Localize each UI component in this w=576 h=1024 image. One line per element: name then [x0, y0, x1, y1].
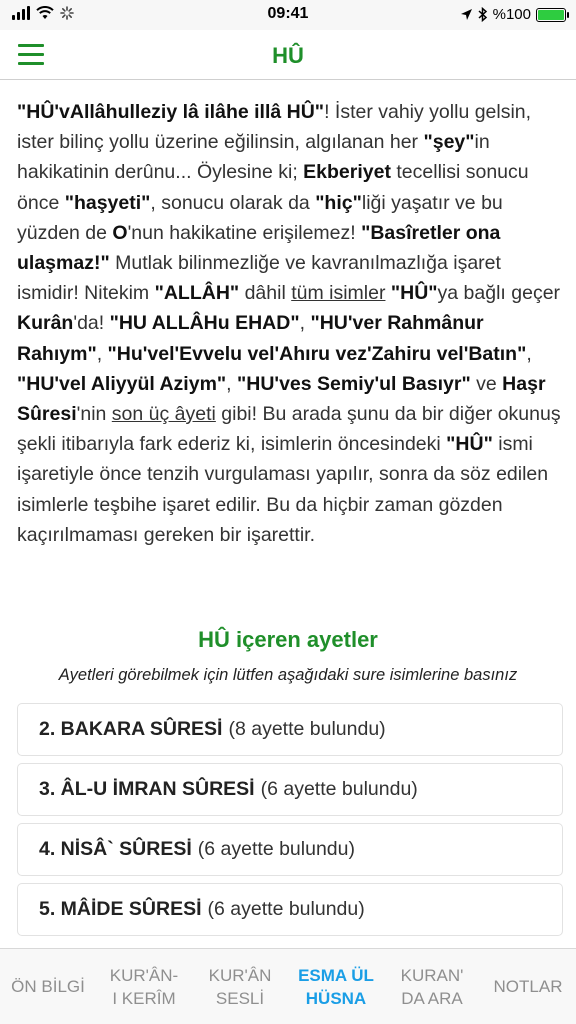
tab-label: KURAN' — [400, 965, 464, 985]
text: gibi! Bu arada şunu da bir diğer okunuş şekli itibarıyla fark ederiz ki, isimlerin öncesindeki — [17, 403, 561, 456]
tab-label: KUR'ÂN — [208, 965, 272, 985]
text-bold: "şey" — [423, 131, 475, 154]
text: , — [226, 372, 238, 395]
text-bold: Ekberiyet — [303, 161, 391, 184]
text: , — [526, 342, 532, 365]
location-icon — [460, 8, 473, 21]
tab-kuran-sesli[interactable] — [192, 949, 288, 1024]
text-bold: "HU'ver Rahmânur Rahıym" — [17, 312, 484, 365]
text-bold: "Basîretler ona ulaşmaz!" — [17, 221, 501, 275]
text-bold: "HÛ" — [390, 282, 438, 305]
text-bold: "HU ALLÂHu EHAD" — [109, 312, 300, 335]
tab-label: I KERÎM — [112, 988, 176, 1008]
status-bar — [0, 0, 576, 30]
bluetooth-icon — [478, 7, 488, 22]
app-header — [0, 30, 576, 80]
text: Mutlak bilinmezliğe ve kavranılmazlığa işaret ismidir! Nitekim — [17, 252, 501, 305]
text: , sonucu olarak da — [150, 191, 316, 214]
bottom-tab-bar — [0, 948, 576, 1024]
sura-list — [17, 703, 563, 943]
tab-label: HÜSNA — [305, 988, 367, 1008]
sura-count: (6 ayette bulundu) — [260, 778, 418, 800]
sura-item[interactable] — [17, 823, 563, 876]
text-bold: "HU'ves Semiy'ul Basıyr" — [237, 372, 471, 395]
battery-fill — [538, 10, 564, 20]
status-right — [460, 6, 566, 23]
text: dâhil — [239, 282, 292, 305]
tab-kuranda-ara[interactable] — [384, 949, 480, 1024]
text: tecellisi sonucu önce — [17, 161, 529, 214]
tab-label: SESLİ — [215, 988, 265, 1008]
text-bold: Kurân — [17, 312, 74, 335]
son-uc-ayeti-link[interactable]: son üç âyeti — [111, 403, 216, 426]
text-bold: Haşr Sûresi — [17, 372, 546, 426]
tab-label: DA ARA — [401, 988, 463, 1008]
text: , — [96, 342, 108, 365]
text-bold: "Hu'vel'Evvelu vel'Ahıru vez'Zahiru vel'Batın" — [107, 342, 527, 365]
sura-count: (8 ayette bulundu) — [228, 718, 386, 740]
sura-item[interactable] — [17, 703, 563, 756]
main-content[interactable] — [0, 80, 576, 948]
sura-name: 4. NİSÂ` SÛRESİ — [39, 838, 192, 860]
sura-name: 2. BAKARA SÛRESİ — [39, 718, 223, 740]
sura-count: (6 ayette bulundu) — [207, 898, 365, 920]
text: ve — [470, 372, 503, 395]
text: 'nin — [76, 403, 112, 426]
text: , — [299, 312, 311, 335]
text-bold: "hiç" — [315, 191, 362, 214]
tab-esma-ul-husna[interactable] — [288, 949, 384, 1024]
tab-label: KUR'ÂN- — [109, 965, 179, 985]
text-bold: O — [112, 221, 128, 244]
text-bold: "ALLÂH" — [154, 282, 240, 305]
description-paragraph — [17, 97, 565, 550]
sura-count: (6 ayette bulundu) — [197, 838, 355, 860]
text: ya bağlı geçer — [437, 282, 561, 305]
sura-name: 5. MÂİDE SÛRESİ — [39, 898, 202, 920]
text-bold: "HÛ'vAllâhulleziy lâ ilâhe illâ HÛ" — [17, 101, 325, 123]
battery-icon — [536, 8, 566, 22]
text: ismi işaretiyle önce tenzih vurgulaması yapılır, sonra da söz edilen isimlerle teşbihe işaret edilir. Bu da hiçbir zaman gözden kaçırılmaması gereken bir işarettir. — [17, 433, 549, 546]
text: ! İster vahiy yollu gelsin, ister bilinç yollu üzerine eğilinsin, algılanan her — [17, 101, 532, 154]
page-title: HÛ — [272, 43, 304, 68]
text: in hakikatinin derûnu... Öylesine ki; — [17, 131, 490, 184]
status-time: 09:41 — [267, 5, 309, 22]
text-bold: "haşyeti" — [64, 191, 151, 214]
tab-label: ÖN BİLGİ — [11, 977, 85, 996]
hamburger-menu-icon[interactable] — [18, 44, 44, 66]
battery-percent: %100 — [492, 6, 531, 23]
tab-notlar[interactable] — [480, 949, 576, 1024]
tab-label: ESMA ÜL — [298, 965, 374, 985]
text: liği yaşatır ve bu yüzden de — [17, 191, 503, 244]
tab-on-bilgi[interactable] — [0, 949, 96, 1024]
text: 'nun hakikatine erişilemez! — [127, 221, 362, 244]
sura-name: 3. ÂL-U İMRAN SÛRESİ — [39, 778, 255, 800]
text-bold: "HU'vel Aliyyül Aziym" — [17, 372, 227, 395]
tab-label: NOTLAR — [493, 977, 563, 996]
text-bold: "HÛ" — [446, 433, 493, 456]
sura-item[interactable] — [17, 763, 563, 816]
verses-section-title: HÛ içeren ayetler — [198, 627, 378, 652]
sura-item[interactable] — [17, 883, 563, 936]
verses-section-subtitle: Ayetleri görebilmek için lütfen aşağıdaki sure isimlerine basınız — [58, 666, 518, 684]
tum-isimler-link[interactable]: tüm isimler — [291, 282, 386, 305]
tab-kuran-i-kerim[interactable] — [96, 949, 192, 1024]
text: 'da! — [73, 312, 110, 335]
